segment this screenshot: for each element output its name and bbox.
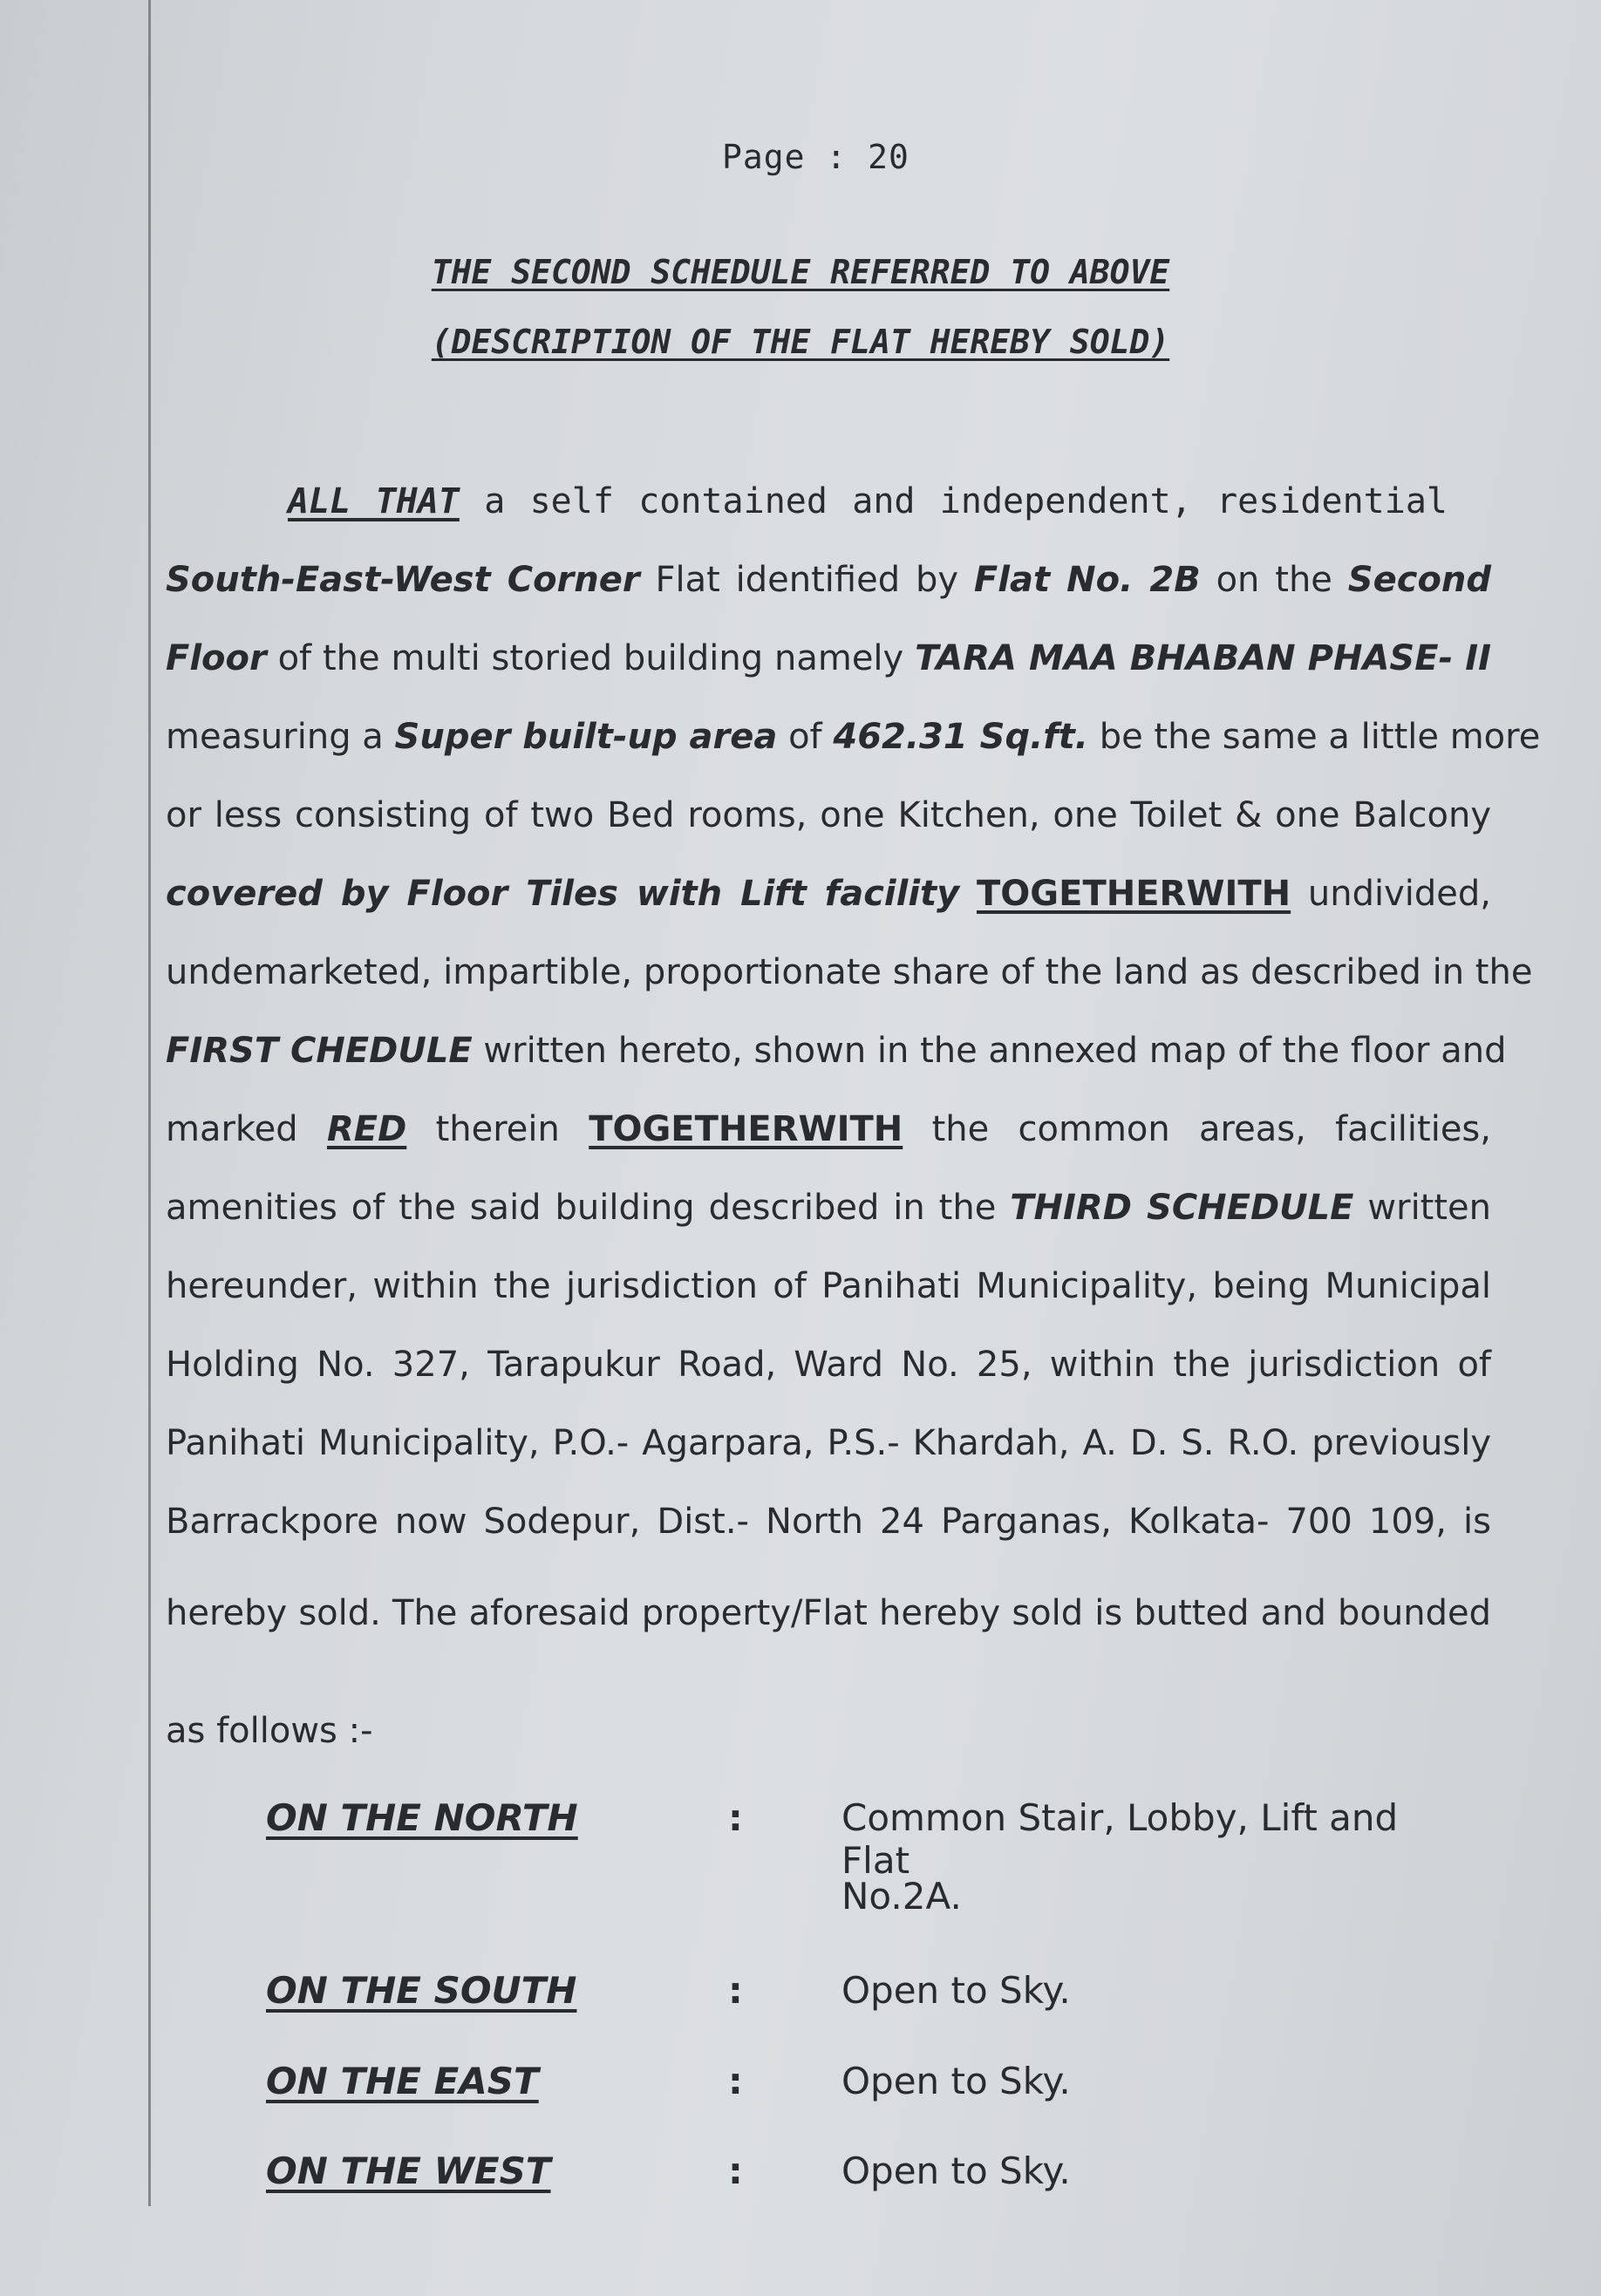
boundary-label: ON THE SOUTH	[266, 1969, 577, 2012]
boundary-colon: :	[728, 2150, 743, 2192]
boundary-north	[266, 1796, 1487, 1882]
boundary-colon: :	[728, 1796, 743, 1839]
boundary-north-continued: No.2A.	[841, 1875, 962, 1918]
boundary-value: Open to Sky.	[841, 2150, 1071, 2192]
boundary-label: ON THE WEST	[266, 2150, 551, 2192]
boundary-colon: :	[728, 2060, 743, 2102]
paragraph-line-8: FIRST CHEDULE written hereto, shown in the annexed map of the floor and	[166, 1031, 1507, 1071]
paragraph-line-12: Holding No. 327, Tarapukur Road, Ward No. 25, within the jurisdiction of	[166, 1345, 1491, 1385]
page-number: Page : 20	[722, 138, 910, 176]
boundary-value: Open to Sky.	[841, 2060, 1071, 2102]
paragraph-line-2: South-East-West Corner Flat identified by Flat No. 2B on the Second	[166, 560, 1492, 600]
boundary-south	[266, 1969, 1487, 2021]
paragraph-line-16: as follows :-	[166, 1711, 373, 1751]
paragraph-line-14: Barrackpore now Sodepur, Dist.- North 24 Parganas, Kolkata- 700 109, is	[166, 1502, 1491, 1542]
paragraph-line-9: marked RED therein TOGETHERWITH the common areas, facilities,	[166, 1109, 1491, 1149]
boundary-value: Open to Sky.	[841, 1969, 1071, 2012]
paragraph-line-5: or less consisting of two Bed rooms, one Kitchen, one Toilet & one Balcony	[166, 795, 1491, 835]
boundary-east	[266, 2060, 1487, 2112]
paragraph-line-4: measuring a Super built-up area of 462.31 Sq.ft. be the same a little more	[166, 717, 1541, 757]
paragraph-line-11: hereunder, within the jurisdiction of Panihati Municipality, being Municipal	[166, 1266, 1491, 1306]
schedule-title: THE SECOND SCHEDULE REFERRED TO ABOVE	[431, 253, 1170, 291]
paragraph-line-7: undemarketed, impartible, proportionate share of the land as described in the	[166, 952, 1533, 992]
schedule-subtitle: (DESCRIPTION OF THE FLAT HEREBY SOLD)	[431, 323, 1170, 361]
paragraph-line-10: amenities of the said building described in the THIRD SCHEDULE written	[166, 1188, 1492, 1228]
paragraph-line-15: hereby sold. The aforesaid property/Flat hereby sold is butted and bounded	[166, 1593, 1491, 1633]
boundary-value: Common Stair, Lobby, Lift and Flat	[841, 1796, 1399, 1882]
boundary-west	[266, 2150, 1487, 2202]
paragraph-line-3: Floor of the multi storied building namely TARA MAA BHABAN PHASE- II	[166, 638, 1491, 678]
boundary-label: ON THE EAST	[266, 2060, 539, 2102]
boundary-label: ON THE NORTH	[266, 1796, 578, 1839]
paragraph-line-1: ALL THAT a self contained and independent, residential	[288, 481, 1448, 521]
paragraph-line-6: covered by Floor Tiles with Lift facility TOGETHERWITH undivided,	[166, 874, 1491, 914]
paragraph-line-13: Panihati Municipality, P.O.- Agarpara, P.S.- Khardah, A. D. S. R.O. previously	[166, 1423, 1491, 1463]
boundary-colon: :	[728, 1969, 743, 2012]
